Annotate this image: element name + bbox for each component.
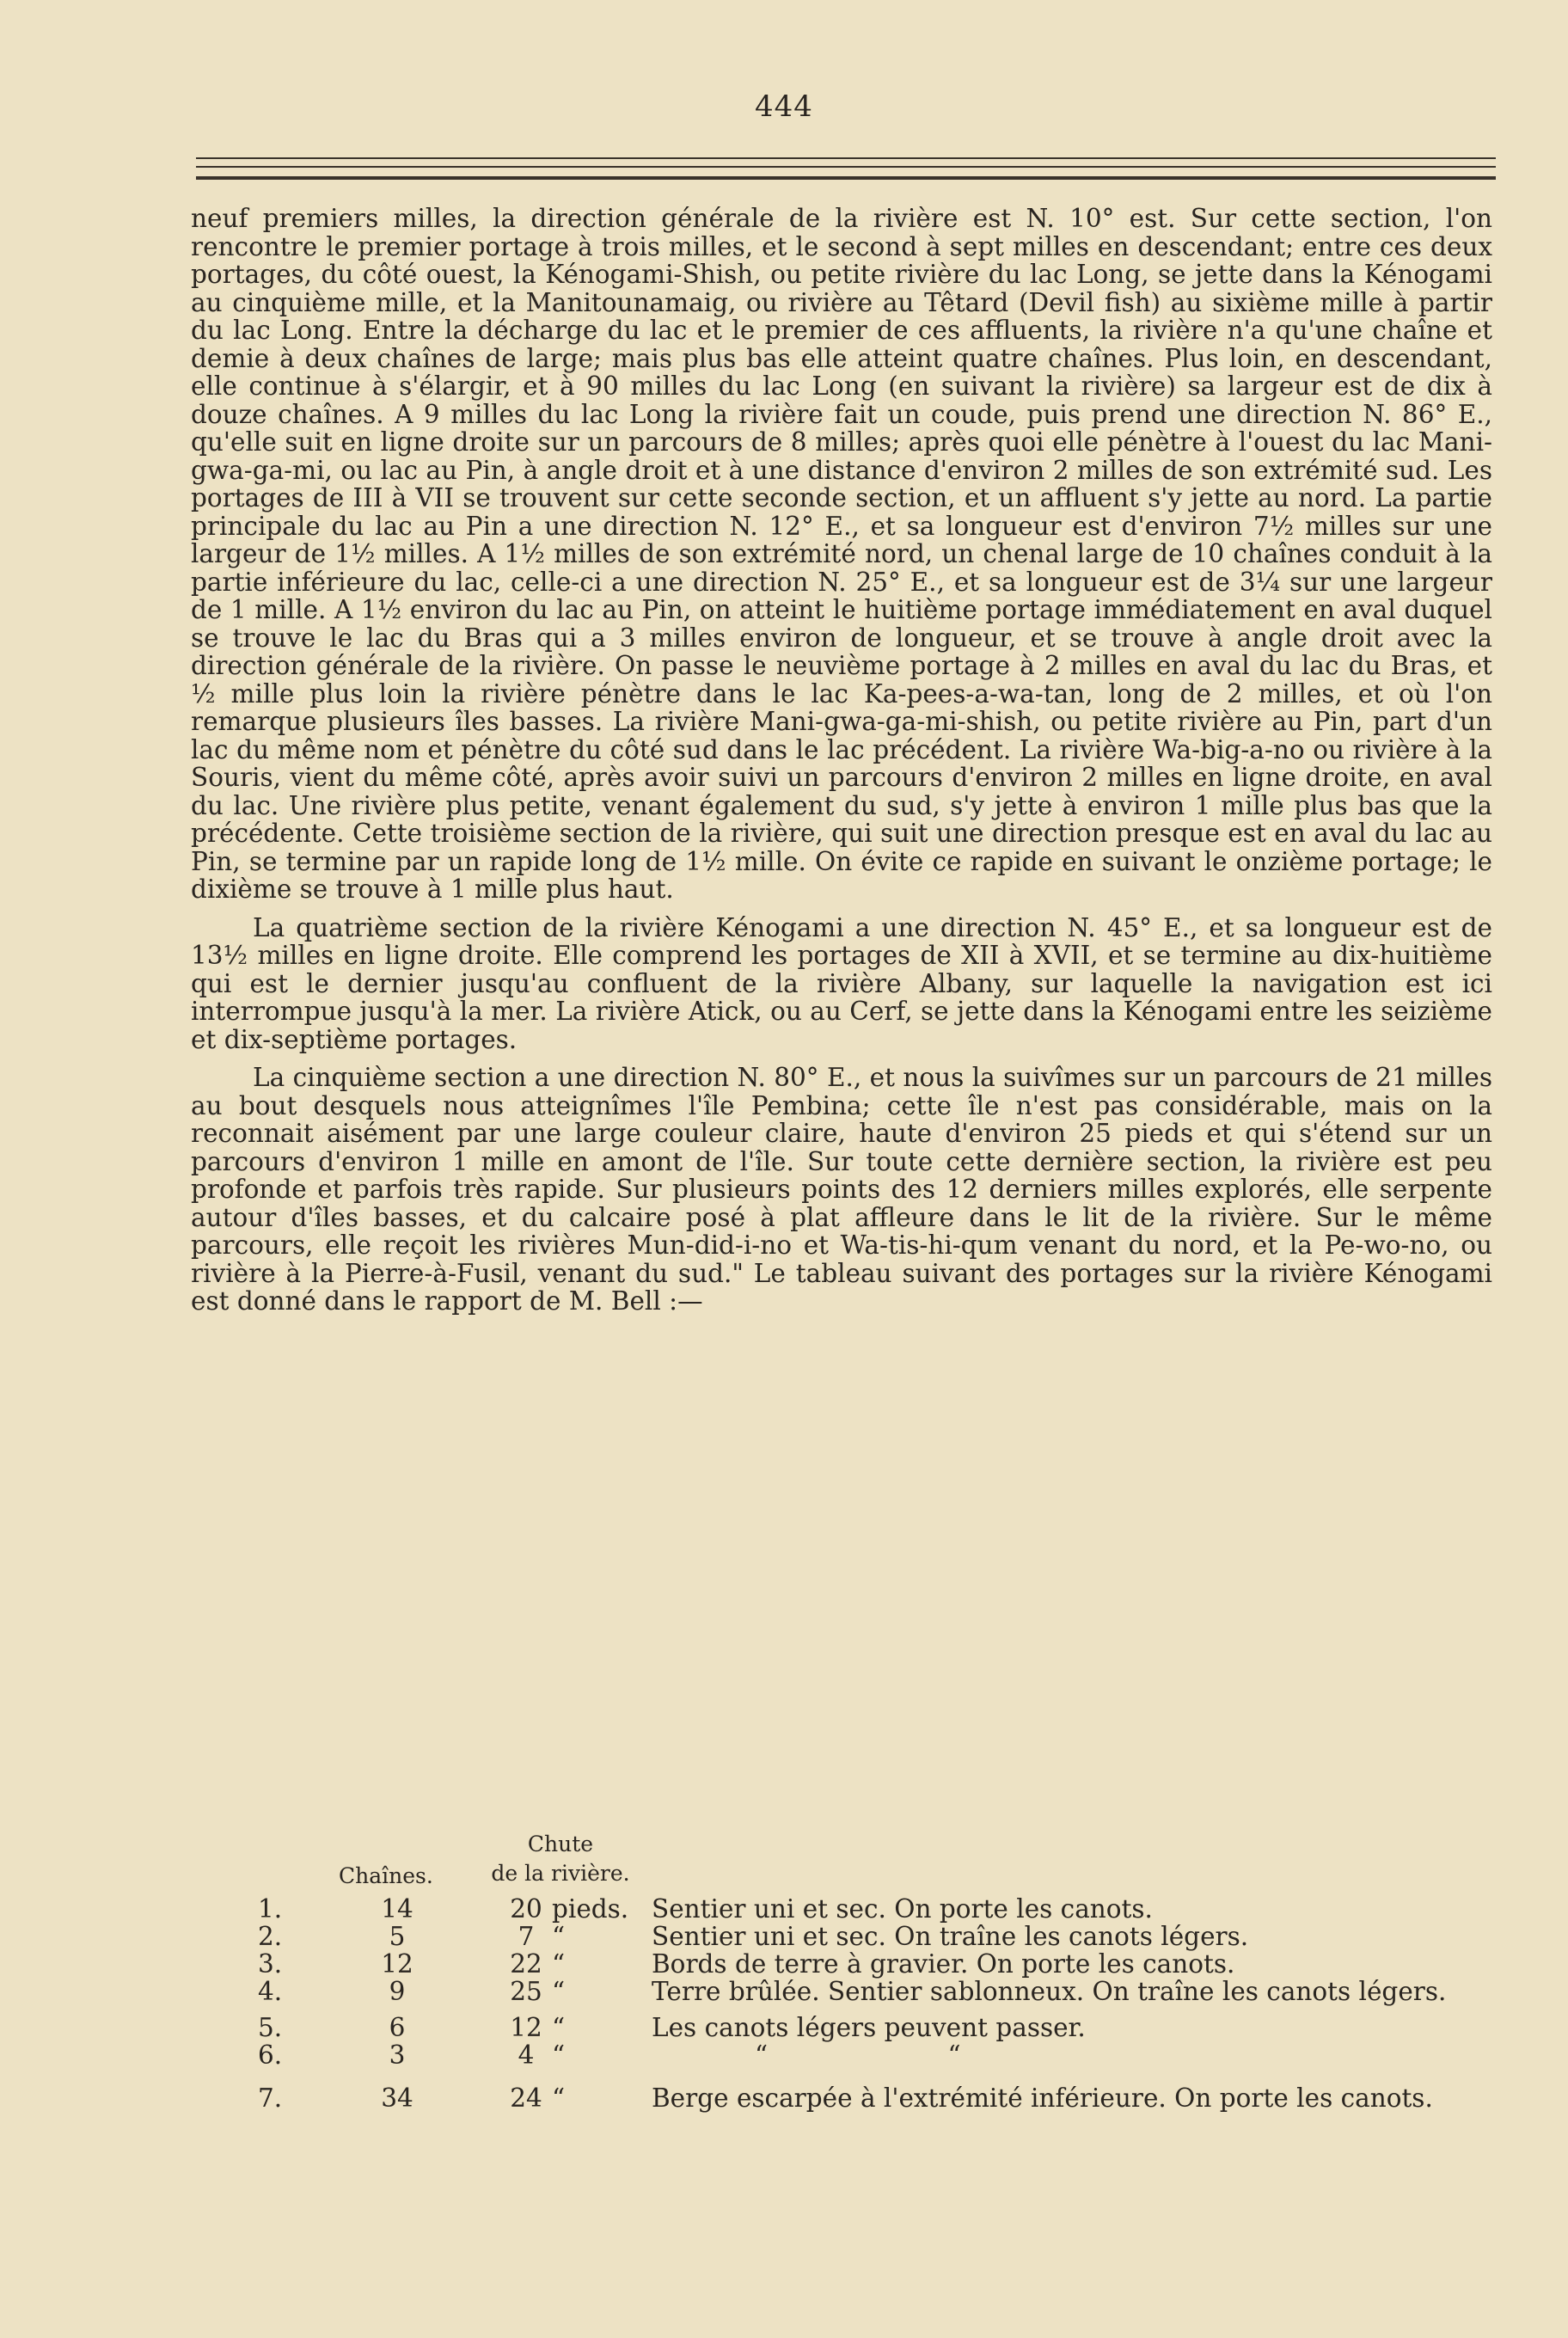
row-unit: “ xyxy=(552,2040,566,2070)
table-row xyxy=(242,1978,1498,2005)
row-unit: pieds. xyxy=(552,1894,629,1924)
paragraph: La cinquième section a une direction N. 80° E., et nous la suivîmes sur un parcours de 21 milles au bout desquels nous atteignîmes l'île Pembina; cette île n'est pas considérable, mais on la reconnait aisément par une large couleur claire, haute d'environ 25 pieds et qui s'étend sur un parcours d'environ 1 mille en amont de l'île. Sur toute cette dernière section, la rivière est peu profonde et parfois très rapide. Sur plusieurs points des 12 derniers milles explorés, elle serpente autour d'îles basses, et du calcaire posé à plat affleure dans le lit de la rivière. Sur le même parcours, elle reçoit les rivières Mun-did-i-no et Wa-tis-hi-qum venant du nord, et la Pe-wo-no, ou rivière à la Pierre-à-Fusil, venant du sud." Le tableau suivant des portages sur la rivière Kénogami est donné dans le rapport de M. Bell :— xyxy=(191,1063,1492,1316)
row-chaines: 14 xyxy=(381,1894,413,1924)
header-rule xyxy=(196,176,1496,180)
row-chute: 22 xyxy=(510,1949,542,1979)
row-unit: “ xyxy=(552,1949,566,1979)
column-header-chute-line: de la rivière. xyxy=(491,1861,630,1886)
row-number: 3. xyxy=(258,1949,283,1979)
column-header-chute xyxy=(475,1830,646,1888)
row-chute: 7 xyxy=(518,1922,535,1951)
table-header xyxy=(242,1825,1498,1895)
column-header-chute-line: Chute xyxy=(527,1832,594,1856)
row-unit: “ xyxy=(552,1977,566,2006)
table-body xyxy=(242,1895,1498,2112)
paragraph: La quatrième section de la rivière Kénogami a une direction N. 45° E., et sa longueur est de 13½ milles en ligne droite. Elle comprend les portages de XII à XVII, et se termine au dix-huitième qui est le dernier jusqu'au confluent de la rivière Albany, sur laquelle la navigation est ici interrompue jusqu'à la mer. La rivière Atick, ou au Cerf, se jette dans la Kénogami entre les seizième et dix-septième portages. xyxy=(191,912,1492,1054)
table-row xyxy=(242,2084,1498,2112)
row-number: 6. xyxy=(258,2040,283,2070)
row-chaines: 9 xyxy=(389,1977,406,2006)
row-chaines: 3 xyxy=(389,2040,406,2070)
table-row xyxy=(242,2014,1498,2041)
row-chaines: 5 xyxy=(389,1922,406,1951)
row-chute: 12 xyxy=(510,2013,542,2042)
portage-table xyxy=(242,1825,1498,2112)
row-unit: “ xyxy=(552,1922,566,1951)
body-text xyxy=(191,205,1492,1316)
row-chaines: 34 xyxy=(381,2083,413,2113)
table-row xyxy=(242,2041,1498,2069)
row-unit: “ xyxy=(552,2083,566,2113)
header-rule xyxy=(196,166,1496,168)
row-description: Terre brûlée. Sentier sablonneux. On traîne les canots légers. xyxy=(652,1977,1447,2006)
row-chute: 25 xyxy=(510,1977,542,2006)
row-unit: “ xyxy=(552,2013,566,2042)
page-number: 444 xyxy=(755,89,813,124)
row-description: Berge escarpée à l'extrémité inférieure. On porte les canots. xyxy=(652,2083,1433,2113)
column-header-chaines: Chaînes. xyxy=(339,1863,433,1888)
row-chute: 4 xyxy=(518,2040,535,2070)
row-number: 1. xyxy=(258,1894,283,1924)
table-row xyxy=(242,1950,1498,1978)
row-chute: 20 xyxy=(510,1894,542,1924)
row-description: Sentier uni et sec. On porte les canots. xyxy=(652,1894,1153,1924)
row-number: 5. xyxy=(258,2013,283,2042)
table-row xyxy=(242,1895,1498,1923)
row-description: Sentier uni et sec. On traîne les canots légers. xyxy=(652,1922,1249,1951)
row-chaines: 6 xyxy=(389,2013,406,2042)
paragraph: neuf premiers milles, la direction générale de la rivière est N. 10° est. Sur cette section, l'on rencontre le premier portage à trois milles, et le second à sept milles en descendant; entre ces deux portages, du côté ouest, la Kénogami-Shish, ou petite rivière du lac Long, se jette dans la Kénogami au cinquième mille, et la Manitounamaig, ou rivière au Têtard (Devil fish) au sixième mille à partir du lac Long. Entre la décharge du lac et le premier de ces affluents, la rivière n'a qu'une chaîne et demie à deux chaînes de large; mais plus bas elle atteint quatre chaînes. Plus loin, en descendant, elle continue à s'élargir, et à 90 milles du lac Long (en suivant la rivière) sa largeur est de dix à douze chaînes. A 9 milles du lac Long la rivière fait un coude, puis prend une direction N. 86° E., qu'elle suit en ligne droite sur un parcours de 8 milles; après quoi elle pénètre à l'ouest du lac Mani-gwa-ga-mi, ou lac au Pin, à angle droit et à une distance d'environ 2 milles de son extrémité sud. Les portages de III à VII se trouvent sur cette seconde section, et un affluent s'y jette au nord. La partie principale du lac au Pin a une direction N. 12° E., et sa longueur est d'environ 7½ milles sur une largeur de 1½ milles. A 1½ milles de son extrémité nord, un chenal large de 10 chaînes conduit à la partie inférieure du lac, celle-ci a une direction N. 25° E., et sa longueur est de 3¼ sur une largeur de 1 mille. A 1½ environ du lac au Pin, on atteint le huitième portage immédiatement en aval duquel se trouve le lac du Bras qui a 3 milles environ de longueur, et se trouve à angle droit avec la direction générale de la rivière. On passe le neuvième portage à 2 milles en aval du lac du Bras, et ½ mille plus loin la rivière pénètre dans le lac Ka-pees-a-wa-tan, long de 2 milles, et où l'on remarque plusieurs îles basses. La rivière Mani-gwa-ga-mi-shish, ou petite rivière au Pin, part d'un lac du même nom et pénètre du côté sud dans le lac précédent. La rivière Wa-big-a-no ou rivière à la Souris, vient du même côté, après avoir suivi un parcours d'environ 2 milles en ligne droite, en aval du lac. Une rivière plus petite, venant également du sud, s'y jette à environ 1 mille plus bas que la précédente. Cette troisième section de la rivière, qui suit une direction presque est en aval du lac au Pin, se termine par un rapide long de 1½ mille. On évite ce rapide en suivant le onzième portage; le dixième se trouve à 1 mille plus haut. xyxy=(191,204,1492,904)
row-chaines: 12 xyxy=(381,1949,413,1979)
table-row xyxy=(242,1923,1498,1950)
row-number: 4. xyxy=(258,1977,283,2006)
row-chute: 24 xyxy=(510,2083,542,2113)
row-description: Les canots légers peuvent passer. xyxy=(652,2013,1086,2042)
row-number: 7. xyxy=(258,2083,283,2113)
header-rule xyxy=(196,157,1496,159)
row-description: Bords de terre à gravier. On porte les canots. xyxy=(652,1949,1235,1979)
row-description: “ “ xyxy=(755,2040,961,2070)
row-number: 2. xyxy=(258,1922,283,1951)
